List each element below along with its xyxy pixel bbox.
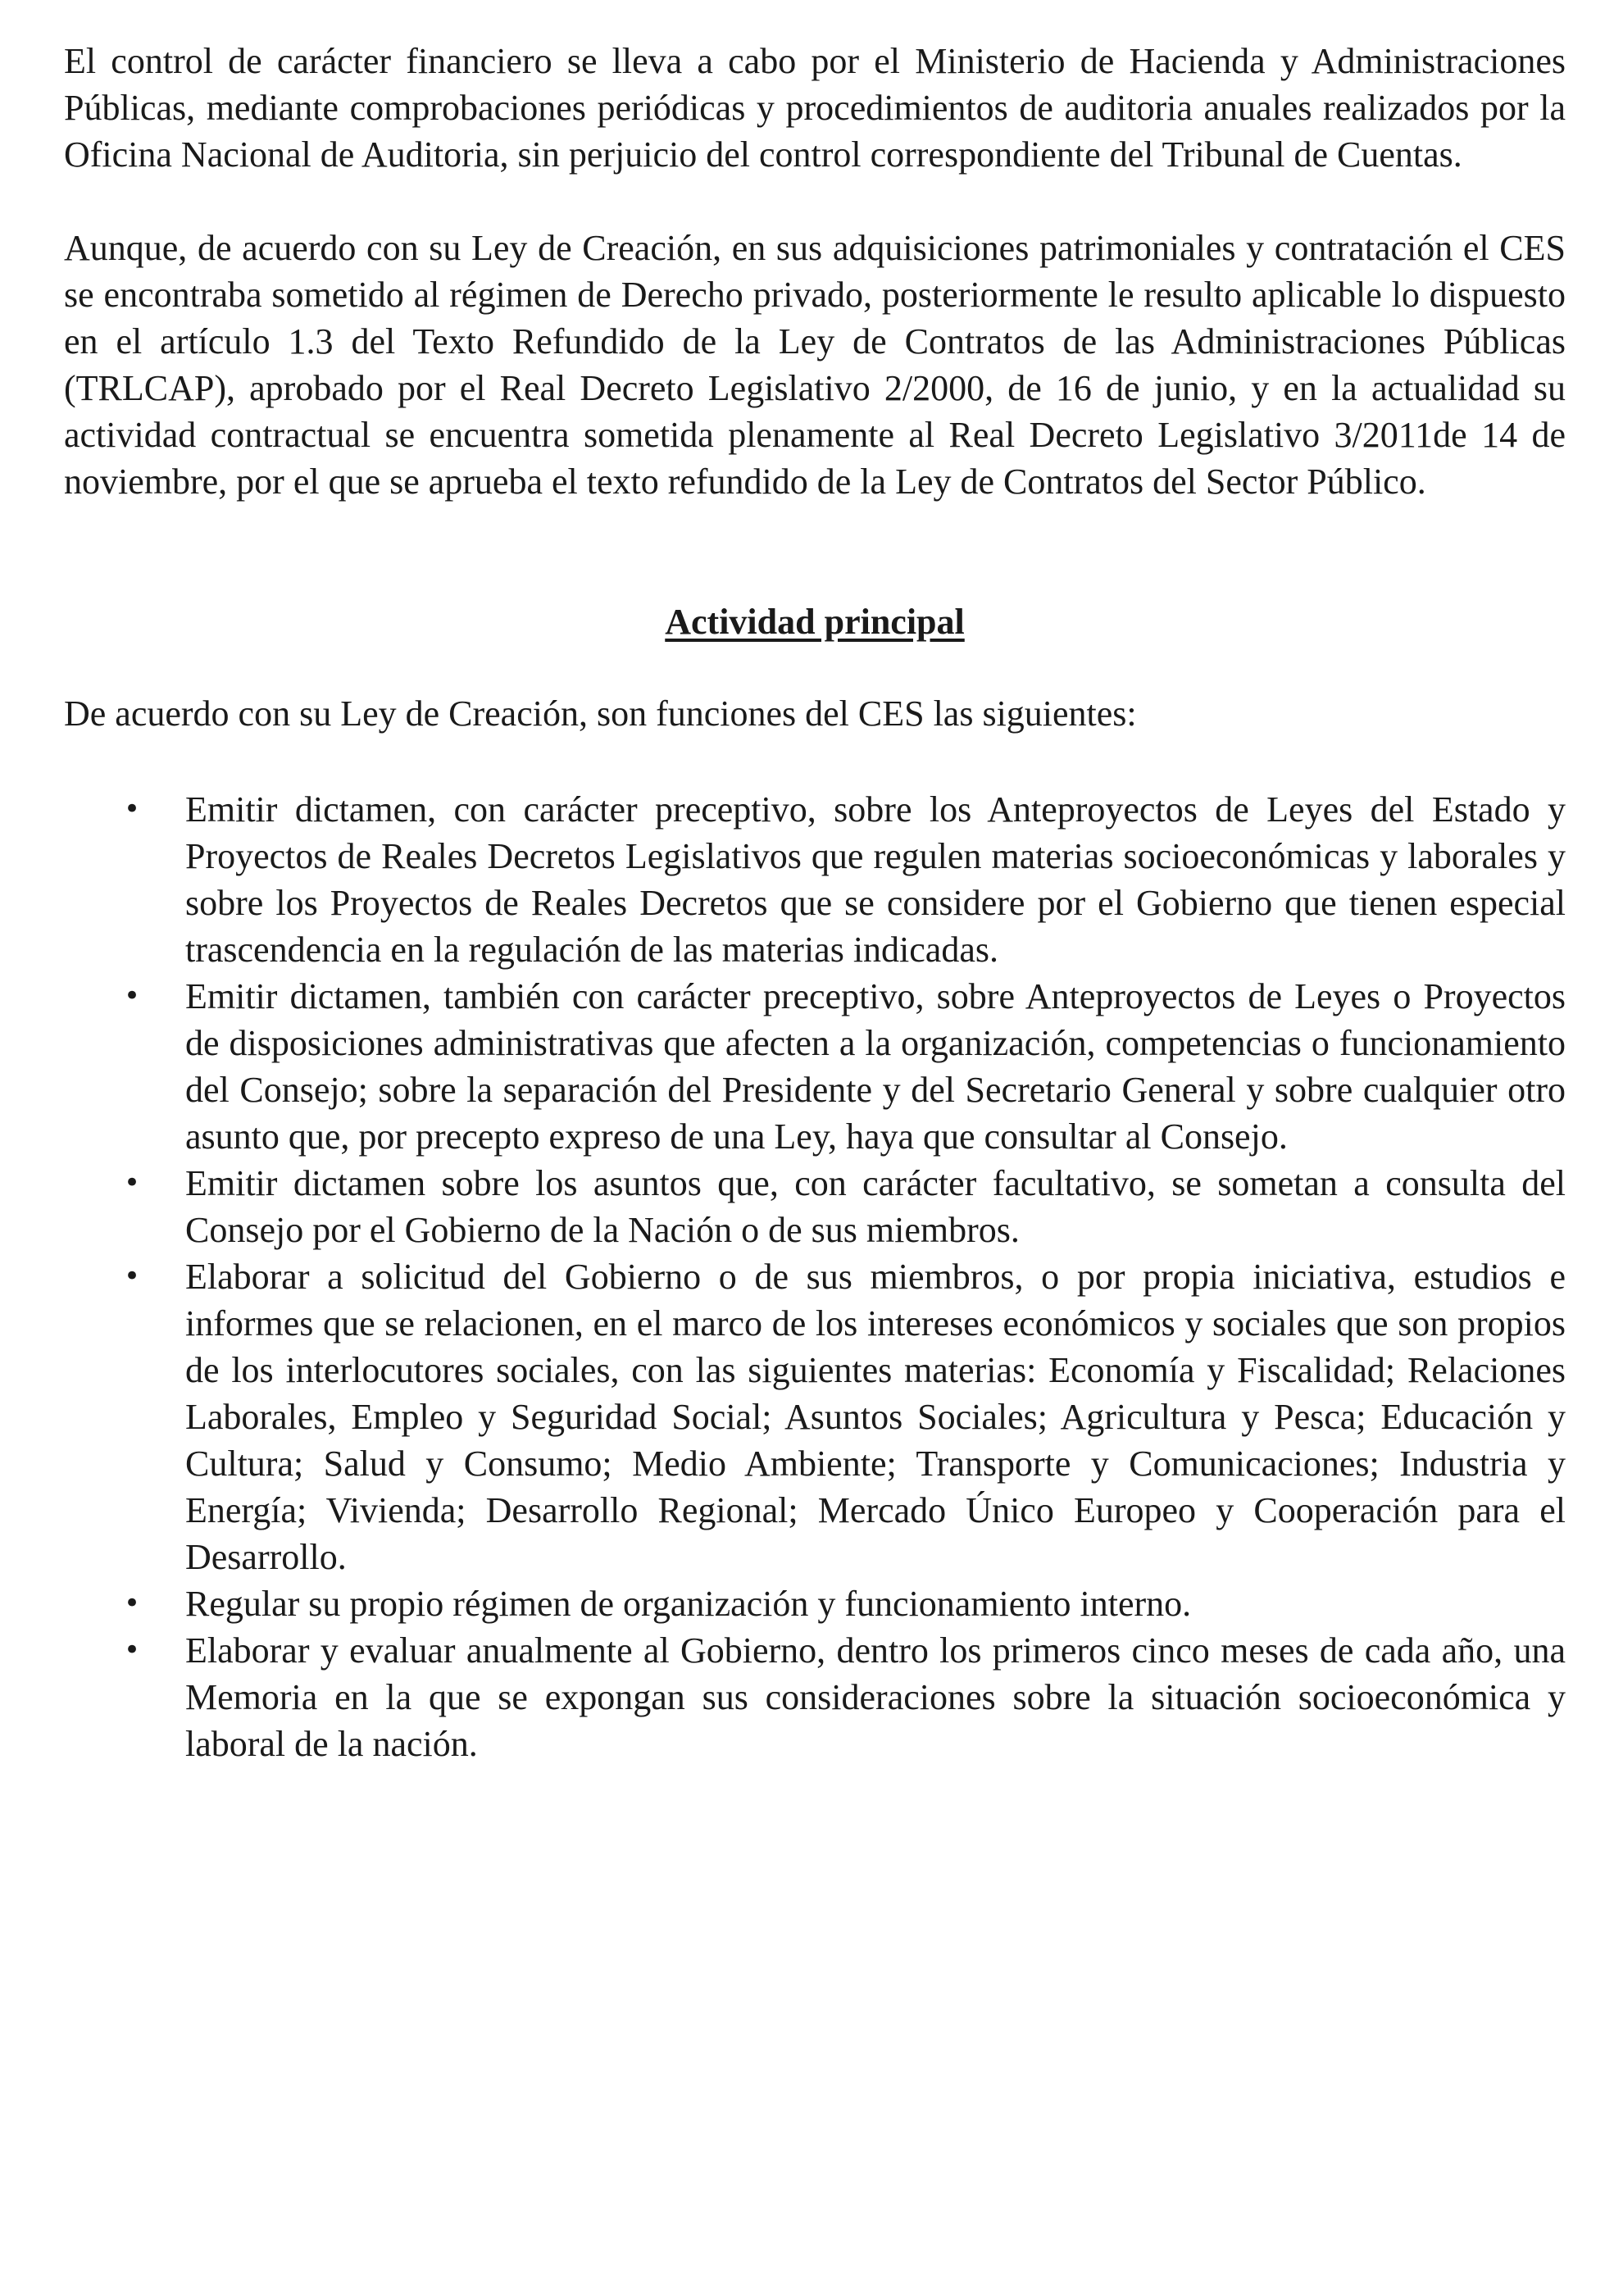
list-item-text: Elaborar a solicitud del Gobierno o de sus miembros, o por propia iniciativa, estudios e informes que se relacionen, en el marco de los intereses económicos y sociales que son propios de los interlocutores sociales, con las siguientes materias: Economía y Fiscalidad; Relaciones Laborales, Empleo y Seguridad Social; Asuntos Sociales; Agricultura y Pesca; Educación y Cultura; Salud y Consumo; Medio Ambiente; Transporte y Comunicaciones; Industria y Energía; Vivienda; Desarrollo Regional; Mercado Único Europeo y Cooperación para el Desarrollo. <box>185 1257 1566 1577</box>
list-item-text: Emitir dictamen sobre los asuntos que, con carácter facultativo, se sometan a consulta del Consejo por el Gobierno de la Nación o de sus miembros. <box>185 1163 1566 1250</box>
bullet-icon: • <box>124 1166 141 1199</box>
document-page <box>64 38 1566 1767</box>
bullet-icon: • <box>124 1260 141 1293</box>
list-item <box>64 1580 1566 1627</box>
bullet-icon: • <box>124 1587 141 1620</box>
list-item-text: Emitir dictamen, también con carácter preceptivo, sobre Anteproyectos de Leyes o Proyectos de disposiciones administrativas que afecten a la organización, competencias o funcionamiento del Consejo; sobre la separación del Presidente y del Secretario General y sobre cualquier otro asunto que, por precepto expreso de una Ley, haya que consultar al Consejo. <box>185 976 1566 1157</box>
paragraph-contracting-regime: Aunque, de acuerdo con su Ley de Creación, en sus adquisiciones patrimoniales y contratación el CES se encontraba sometido al régimen de Derecho privado, posteriormente le resulto aplicable lo dispuesto en el artículo 1.3 del Texto Refundido de la Ley de Contratos de las Administraciones Públicas (TRLCAP), aprobado por el Real Decreto Legislativo 2/2000, de 16 de junio, y en la actualidad su actividad contractual se encuentra sometida plenamente al Real Decreto Legislativo 3/2011de 14 de noviembre, por el que se aprueba el texto refundido de la Ley de Contratos del Sector Público. <box>64 228 1566 502</box>
list-item <box>64 973 1566 1160</box>
paragraph-financial-control: El control de carácter financiero se lleva a cabo por el Ministerio de Hacienda y Administraciones Públicas, mediante comprobaciones periódicas y procedimientos de auditoria anuales realizados por la Oficina Nacional de Auditoria, sin perjuicio del control correspondiente del Tribunal de Cuentas. <box>64 41 1566 175</box>
list-item-text: Elaborar y evaluar anualmente al Gobierno, dentro los primeros cinco meses de cada año, una Memoria en la que se expongan sus consideraciones sobre la situación socioeconómica y laboral de la nación. <box>185 1630 1566 1764</box>
bullet-icon: • <box>124 793 141 825</box>
list-item <box>64 1253 1566 1580</box>
section-heading: Actividad principal <box>665 602 965 642</box>
list-item <box>64 1627 1566 1767</box>
list-item-text: Emitir dictamen, con carácter preceptivo, sobre los Anteproyectos de Leyes del Estado y Proyectos de Reales Decretos Legislativos que regulen materias socioeconómicas y laborales y sobre los Proyectos de Reales Decretos que se considere por el Gobierno que tienen especial trascendencia en la regulación de las materias indicadas. <box>185 789 1566 970</box>
list-item <box>64 786 1566 973</box>
bullet-icon: • <box>124 1634 141 1666</box>
bullet-icon: • <box>124 980 141 1012</box>
functions-intro: De acuerdo con su Ley de Creación, son funciones del CES las siguientes: <box>64 693 1137 734</box>
functions-list <box>64 786 1566 1767</box>
list-item <box>64 1160 1566 1253</box>
list-item-text: Regular su propio régimen de organización y funcionamiento interno. <box>185 1584 1192 1624</box>
